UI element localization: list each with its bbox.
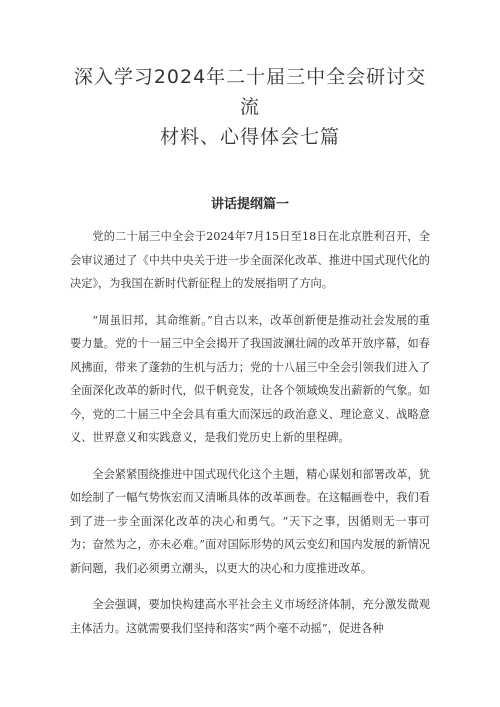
paragraph-3: 全会紧紧围绕推进中国式现代化这个主题，精心谋划和部署改革，犹如绘制了一幅气势恢宏而又清晰具体的改革画卷。在这幅画卷中，我们看到了进一步全面深化改革的决心和勇气。“天下之事，因循则无一事可为；奋然为之，亦未必难。”面对国际形势的风云变幻和国内发展的新情况新问题，我们必须勇立潮头，以更大的决心和力度推进改革。: [70, 467, 430, 575]
document-title: [70, 62, 430, 152]
body-text: [70, 225, 430, 640]
paragraph-2: “周虽旧邦，其命维新。”自古以来，改革创新便是推动社会发展的重要力量。党的十一届三中全会揭开了我国波澜壮阔的改革开放序幕，如春风拂面，带来了蓬勃的生机与活力；党的十八届三中全会引领我们进入了全面深化改革的新时代，似千帆竞发，让各个领域焕发出薪新的气象。如今，党的二十届三中全会具有重大而深远的政治意义、理论意义、战略意义、世界意义和实践意义，是我们党历史上新的里程碑。: [70, 313, 430, 444]
document-title-line-1: 深入学习2024年二十届三中全会研讨交流: [73, 66, 427, 118]
section-heading: 讲话提纲篇一: [210, 197, 289, 212]
document-title-line-2: 材料、心得体会七篇: [159, 126, 340, 148]
paragraph-4: 全会强调，要加快构建高水平社会主义市场经济体制，充分激发微观主体活力。这就需要我们坚持和落实“两个毫不动摇”，促进各种: [70, 598, 430, 635]
paragraph-1: 党的二十届三中全会于2024年7月15日至18日在北京胜利召开，全会审议通过了《中共中央关于进一步全面深化改革、推进中国式现代化的决定》，为我国在新时代新征程上的发展指明了方向。: [70, 230, 430, 290]
